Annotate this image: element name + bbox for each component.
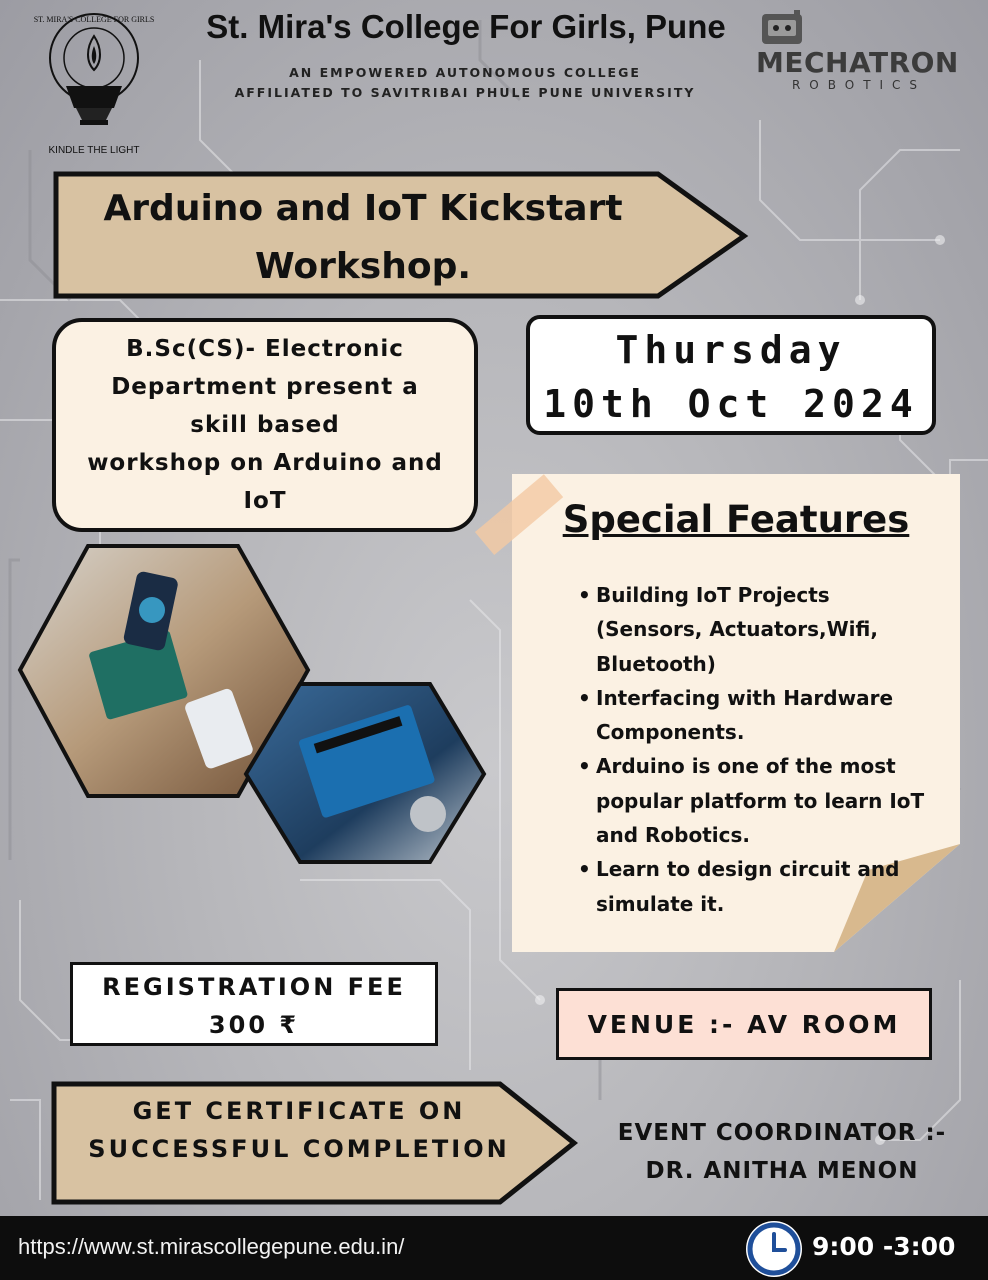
college-subtitle [200,63,730,103]
registration-fee-box [70,962,438,1046]
coordinator-name: DR. ANITHA MENON [645,1158,919,1184]
venue-box [556,988,932,1060]
features-list [570,578,930,921]
photo-hexagon-right [246,684,484,862]
partner-logo-subtext: ROBOTICS [791,78,927,92]
department-line5: IoT [243,488,287,514]
workshop-title-line1: Arduino and IoT Kickstart [103,188,623,229]
department-line2: Department present a [111,374,419,400]
certificate-text [58,1092,540,1168]
registration-label: REGISTRATION FEE [102,973,406,1001]
coordinator-label: EVENT COORDINATOR :- [617,1120,947,1146]
features-title: Special Features [562,498,910,541]
event-time: 9:00 -3:00 [812,1232,956,1261]
event-date: 10th Oct 2024 [543,382,919,426]
department-line3: skill based [190,412,340,438]
feature-item: • Learn to design circuit and simulate it. [570,852,930,921]
clock-icon [744,1219,804,1279]
feature-item: • Building IoT Projects (Sensors, Actuators,Wifi, Bluetooth) [570,578,930,681]
department-box [52,318,478,532]
department-line4: workshop on Arduino and [87,450,443,476]
certificate-line1: GET CERTIFICATE ON [132,1097,466,1125]
event-day: Thursday [615,328,847,372]
subtitle-line1: AN EMPOWERED AUTONOMOUS COLLEGE [289,65,641,80]
partner-logo-text: MECHATRON [756,46,959,79]
venue-text: VENUE :- AV ROOM [587,1009,901,1039]
college-website-link[interactable]: https://www.st.mirascollegepune.edu.in/ [18,1234,405,1259]
seal-text: ST. MIRA'S COLLEGE FOR GIRLS [33,15,155,24]
seal-caption: KINDLE THE LIGHT [48,145,140,156]
department-line1: B.Sc(CS)- Electronic [126,336,404,362]
event-coordinator [596,1114,968,1190]
certificate-line2: SUCCESSFUL COMPLETION [88,1135,510,1163]
college-seal-logo [33,8,155,158]
feature-item: • Arduino is one of the most popular platform to learn IoT and Robotics. [570,749,930,852]
workshop-title-line2: Workshop. [254,246,472,287]
workshop-title [58,180,668,296]
subtitle-line2: AFFILIATED TO SAVITRIBAI PHULE PUNE UNIVERSITY [234,85,696,100]
workshop-photos [18,544,488,864]
feature-item: • Interfacing with Hardware Components. [570,681,930,750]
date-box [526,315,936,435]
college-title: St. Mira's College For Girls, Pune [206,8,726,45]
registration-fee: 300 ₹ [208,1011,300,1039]
